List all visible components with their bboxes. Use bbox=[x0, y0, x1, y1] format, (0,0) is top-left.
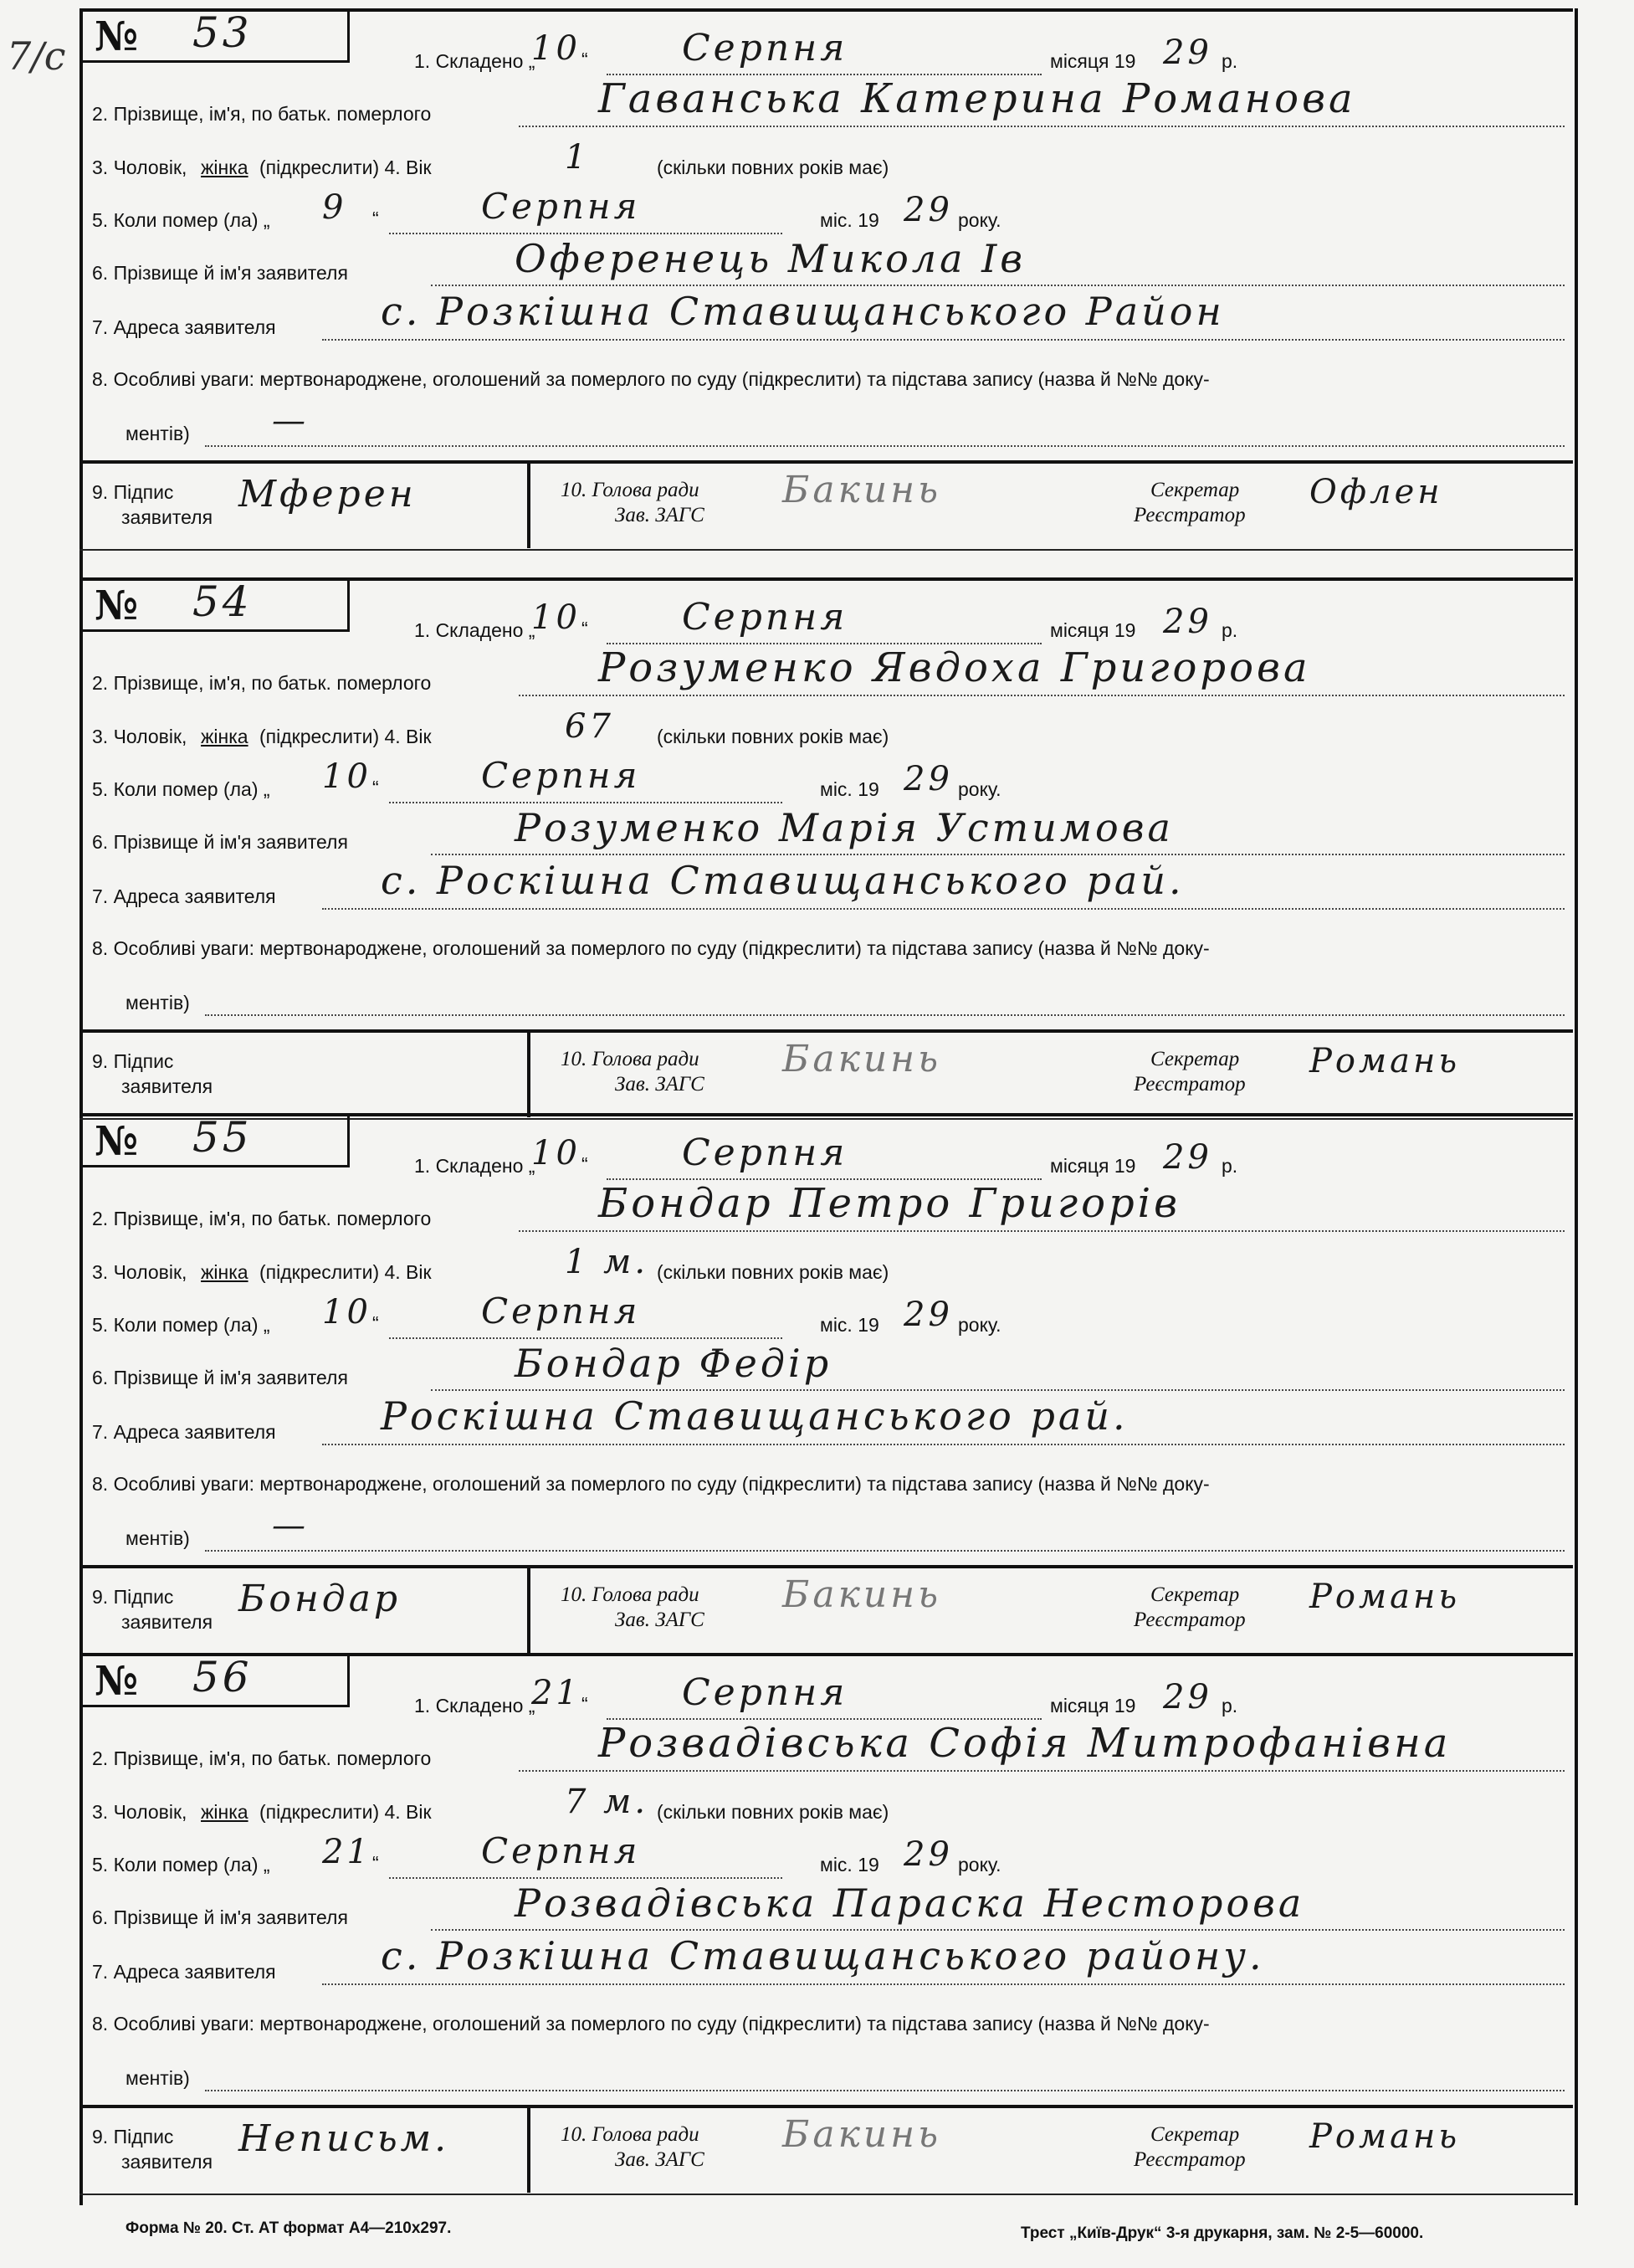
secretary-label-b: Реєстратор bbox=[1134, 2148, 1246, 2171]
sex-age-label-a: 3. Чоловік, bbox=[92, 1261, 187, 1283]
right-border bbox=[1575, 8, 1578, 2205]
deceased-label: 2. Прізвище, ім'я, по батьк. померлого bbox=[92, 672, 432, 694]
head-signature: Бакинь bbox=[782, 1573, 942, 1616]
year-suffix: р. bbox=[1222, 50, 1238, 72]
age-value: 1 bbox=[565, 138, 590, 177]
date-compiled-day: 10 bbox=[531, 1134, 581, 1172]
death-date-label: 5. Коли помер (ла) „ bbox=[92, 1854, 270, 1875]
address-value: с. Роскішна Ставищанського рай. bbox=[381, 858, 1185, 903]
month-year-label: місяця 19 bbox=[1050, 1695, 1136, 1716]
address-label: 7. Адреса заявителя bbox=[92, 1421, 276, 1443]
address-line bbox=[322, 339, 1565, 341]
head-label-b: Зав. ЗАГС bbox=[615, 1609, 704, 1631]
death-roku: року. bbox=[958, 209, 1001, 231]
death-roku: року. bbox=[958, 1854, 1001, 1875]
death-month: Серпня bbox=[481, 1291, 641, 1332]
address-label: 7. Адреса заявителя bbox=[92, 316, 276, 338]
notes-label-cont: ментів) bbox=[125, 423, 190, 444]
death-record bbox=[79, 577, 1573, 1121]
applicant-name: Розуменко Марія Устимова bbox=[515, 805, 1174, 850]
deceased-name: Бондар Петро Григорів bbox=[598, 1180, 1181, 1227]
secretary-label-a: Секретар bbox=[1150, 2123, 1240, 2146]
date-compiled-year: 29 bbox=[1163, 33, 1212, 72]
sig-divider bbox=[527, 2105, 530, 2193]
death-month-line bbox=[389, 1877, 782, 1879]
deceased-label: 2. Прізвище, ім'я, по батьк. померлого bbox=[92, 1747, 432, 1769]
applicant-signature: Мферен bbox=[238, 473, 417, 516]
notes-line bbox=[205, 1014, 1565, 1016]
date-compiled-year: 29 bbox=[1163, 603, 1212, 641]
sig-divider bbox=[527, 1029, 530, 1117]
deceased-name: Гаванська Катерина Романова bbox=[598, 75, 1356, 122]
secretary-signature: Офлен bbox=[1309, 473, 1443, 511]
applicant-line bbox=[431, 854, 1565, 855]
number-sign: № bbox=[95, 1658, 139, 1705]
sig-applicant-label-a: 9. Підпис bbox=[92, 2126, 174, 2147]
number-sign: № bbox=[95, 582, 139, 629]
notes-value: — bbox=[272, 402, 309, 440]
death-year: 29 bbox=[904, 1296, 953, 1334]
death-record bbox=[79, 1653, 1573, 2197]
death-record bbox=[79, 8, 1573, 552]
death-date-quote: “ bbox=[372, 208, 379, 229]
form-footer-left: Форма № 20. Ст. АТ формат А4—210х297. bbox=[125, 2219, 452, 2237]
head-label-a: 10. Голова ради bbox=[561, 1583, 699, 1606]
deceased-line bbox=[519, 1230, 1565, 1232]
notes-label: 8. Особливі уваги: мертвонароджене, оголошений за померлого по суду (підкреслити) та підстава запису (назва й №№ доку- bbox=[92, 2013, 1210, 2035]
sex-age-label-b: жінка bbox=[201, 1261, 248, 1283]
death-mis-label: міс. 19 bbox=[820, 1314, 879, 1336]
number-sign: № bbox=[95, 1118, 139, 1165]
date-compiled-month: Серпня bbox=[682, 1131, 848, 1174]
date-compiled-month: Серпня bbox=[682, 1671, 848, 1714]
death-roku: року. bbox=[958, 1314, 1001, 1336]
date-compiled-label: 1. Складено „ bbox=[414, 1695, 535, 1716]
signature-top-rule bbox=[79, 1565, 1573, 1568]
applicant-name: Розвадівська Параска Несторова bbox=[515, 1881, 1305, 1926]
record-number: 56 bbox=[192, 1653, 253, 1701]
record-bottom-rule bbox=[79, 2194, 1573, 2195]
notes-line bbox=[205, 2090, 1565, 2091]
sig-divider bbox=[527, 1565, 530, 1653]
date-compiled-month: Серпня bbox=[682, 596, 848, 639]
deceased-line bbox=[519, 1770, 1565, 1772]
death-month: Серпня bbox=[481, 1830, 641, 1871]
year-suffix: р. bbox=[1222, 1155, 1238, 1177]
date-compiled-year: 29 bbox=[1163, 1138, 1212, 1177]
age-value: 7 м. bbox=[565, 1783, 649, 1821]
death-year: 29 bbox=[904, 1835, 953, 1874]
notes-label: 8. Особливі уваги: мертвонароджене, оголошений за померлого по суду (підкреслити) та підстава запису (назва й №№ доку- bbox=[92, 368, 1210, 390]
sex-age-label-a: 3. Чоловік, bbox=[92, 726, 187, 747]
sig-applicant-label-b: заявителя bbox=[121, 2151, 213, 2173]
address-label: 7. Адреса заявителя bbox=[92, 885, 276, 907]
death-date-label: 5. Коли помер (ла) „ bbox=[92, 778, 270, 800]
month-year-label: місяця 19 bbox=[1050, 50, 1136, 72]
applicant-line bbox=[431, 1929, 1565, 1931]
year-suffix: р. bbox=[1222, 1695, 1238, 1716]
sex-age-label-b: жінка bbox=[201, 157, 248, 178]
head-label-b: Зав. ЗАГС bbox=[615, 2148, 704, 2171]
death-month-line bbox=[389, 802, 782, 803]
notes-line bbox=[205, 445, 1565, 447]
date-compiled-quote: “ bbox=[581, 1153, 588, 1175]
death-date-label: 5. Коли помер (ла) „ bbox=[92, 1314, 270, 1336]
head-label-b: Зав. ЗАГС bbox=[615, 504, 704, 526]
date-compiled-year: 29 bbox=[1163, 1678, 1212, 1716]
deceased-line bbox=[519, 126, 1565, 127]
applicant-signature: Бондар bbox=[238, 1578, 402, 1620]
notes-label-cont: ментів) bbox=[125, 1527, 190, 1549]
notes-value: — bbox=[272, 1506, 309, 1545]
sig-applicant-label-b: заявителя bbox=[121, 1611, 213, 1633]
age-note: (скільки повних років має) bbox=[657, 1801, 889, 1823]
date-compiled-quote: “ bbox=[581, 1693, 588, 1715]
death-mis-label: міс. 19 bbox=[820, 1854, 879, 1875]
death-date-quote: “ bbox=[372, 1312, 379, 1334]
applicant-name: Бондар Федір bbox=[515, 1341, 832, 1386]
address-value: с. Розкішна Ставищанського Район bbox=[381, 289, 1225, 334]
year-suffix: р. bbox=[1222, 619, 1238, 641]
death-day: 9 bbox=[322, 188, 347, 227]
deceased-line bbox=[519, 695, 1565, 696]
record-number: 54 bbox=[192, 577, 253, 626]
notes-label-cont: ментів) bbox=[125, 2067, 190, 2089]
head-label-b: Зав. ЗАГС bbox=[615, 1073, 704, 1096]
secretary-label-a: Секретар bbox=[1150, 1583, 1240, 1606]
sig-applicant-label-a: 9. Підпис bbox=[92, 481, 174, 503]
sex-age-label-c: (підкреслити) 4. Вік bbox=[259, 157, 432, 178]
age-note: (скільки повних років має) bbox=[657, 1261, 889, 1283]
head-label-a: 10. Голова ради bbox=[561, 2123, 699, 2146]
month-year-label: місяця 19 bbox=[1050, 619, 1136, 641]
applicant-signature: Неписьм. bbox=[238, 2117, 450, 2160]
deceased-name: Розуменко Явдоха Григорова bbox=[598, 644, 1311, 691]
death-date-quote: “ bbox=[372, 777, 379, 798]
record-number: 53 bbox=[192, 8, 253, 57]
notes-line bbox=[205, 1550, 1565, 1552]
record-bottom-rule bbox=[79, 549, 1573, 551]
secretary-label-b: Реєстратор bbox=[1134, 1073, 1246, 1096]
address-value: Роскішна Ставищанського рай. bbox=[381, 1393, 1129, 1439]
address-label: 7. Адреса заявителя bbox=[92, 1961, 276, 1983]
sex-age-label-c: (підкреслити) 4. Вік bbox=[259, 1261, 432, 1283]
number-sign: № bbox=[95, 13, 139, 60]
date-compiled-quote: “ bbox=[581, 49, 588, 70]
sex-age-label-a: 3. Чоловік, bbox=[92, 157, 187, 178]
death-day: 21 bbox=[322, 1833, 371, 1871]
address-line bbox=[322, 908, 1565, 910]
death-year: 29 bbox=[904, 760, 953, 798]
notes-label-cont: ментів) bbox=[125, 992, 190, 1013]
secretary-signature: Романь bbox=[1309, 2117, 1461, 2156]
death-roku: року. bbox=[958, 778, 1001, 800]
sex-age-label-b: жінка bbox=[201, 1801, 248, 1823]
address-line bbox=[322, 1444, 1565, 1445]
signature-top-rule bbox=[79, 460, 1573, 464]
secretary-signature: Романь bbox=[1309, 1042, 1461, 1080]
address-line bbox=[322, 1983, 1565, 1985]
notes-label: 8. Особливі уваги: мертвонароджене, оголошений за померлого по суду (підкреслити) та підстава запису (назва й №№ доку- bbox=[92, 937, 1210, 959]
sig-applicant-label-a: 9. Підпис bbox=[92, 1586, 174, 1608]
death-month: Серпня bbox=[481, 755, 641, 796]
secretary-signature: Романь bbox=[1309, 1578, 1461, 1616]
death-date-label: 5. Коли помер (ла) „ bbox=[92, 209, 270, 231]
applicant-label: 6. Прізвище й ім'я заявителя bbox=[92, 1367, 348, 1388]
head-signature: Бакинь bbox=[782, 1038, 942, 1080]
sex-age-label-c: (підкреслити) 4. Вік bbox=[259, 726, 432, 747]
signature-top-rule bbox=[79, 2105, 1573, 2108]
signature-top-rule bbox=[79, 1029, 1573, 1033]
date-compiled-day: 10 bbox=[531, 598, 581, 637]
sig-applicant-label-b: заявителя bbox=[121, 506, 213, 528]
notes-label: 8. Особливі уваги: мертвонароджене, оголошений за померлого по суду (підкреслити) та підстава запису (назва й №№ доку- bbox=[92, 1473, 1210, 1495]
margin-note: 7/с bbox=[7, 33, 66, 79]
deceased-label: 2. Прізвище, ім'я, по батьк. померлого bbox=[92, 1208, 432, 1229]
head-signature: Бакинь bbox=[782, 469, 942, 511]
address-value: с. Розкішна Ставищанського району. bbox=[381, 1933, 1265, 1978]
death-date-quote: “ bbox=[372, 1852, 379, 1874]
head-label-a: 10. Голова ради bbox=[561, 479, 699, 501]
applicant-label: 6. Прізвище й ім'я заявителя bbox=[92, 1906, 348, 1928]
sig-applicant-label-b: заявителя bbox=[121, 1075, 213, 1097]
date-compiled-day: 21 bbox=[531, 1674, 581, 1712]
secretary-label-b: Реєстратор bbox=[1134, 1609, 1246, 1631]
death-mis-label: міс. 19 bbox=[820, 778, 879, 800]
death-month-line bbox=[389, 233, 782, 234]
sex-age-label-b: жінка bbox=[201, 726, 248, 747]
secretary-label-a: Секретар bbox=[1150, 479, 1240, 501]
sex-age-label-c: (підкреслити) 4. Вік bbox=[259, 1801, 432, 1823]
date-compiled-day: 10 bbox=[531, 29, 581, 68]
age-note: (скільки повних років має) bbox=[657, 157, 889, 178]
applicant-label: 6. Прізвище й ім'я заявителя bbox=[92, 831, 348, 853]
date-compiled-label: 1. Складено „ bbox=[414, 1155, 535, 1177]
form-footer-right: Трест „Київ-Друк“ 3-я друкарня, зам. № 2-5—60000. bbox=[1021, 2224, 1424, 2242]
death-month: Серпня bbox=[481, 186, 641, 227]
applicant-line bbox=[431, 1389, 1565, 1391]
month-year-label: місяця 19 bbox=[1050, 1155, 1136, 1177]
date-compiled-label: 1. Складено „ bbox=[414, 50, 535, 72]
death-record bbox=[79, 1113, 1573, 1657]
applicant-label: 6. Прізвище й ім'я заявителя bbox=[92, 262, 348, 284]
age-value: 1 м. bbox=[565, 1243, 649, 1281]
death-mis-label: міс. 19 bbox=[820, 209, 879, 231]
death-month-line bbox=[389, 1337, 782, 1339]
secretary-label-a: Секретар bbox=[1150, 1048, 1240, 1070]
head-signature: Бакинь bbox=[782, 2113, 942, 2156]
sig-divider bbox=[527, 460, 530, 548]
deceased-label: 2. Прізвище, ім'я, по батьк. померлого bbox=[92, 103, 432, 125]
sex-age-label-a: 3. Чоловік, bbox=[92, 1801, 187, 1823]
death-day: 10 bbox=[322, 1293, 371, 1332]
deceased-name: Розвадівська Софія Митрофанівна bbox=[598, 1720, 1452, 1767]
head-label-a: 10. Голова ради bbox=[561, 1048, 699, 1070]
applicant-name: Оференець Микола Ів bbox=[515, 236, 1027, 281]
date-compiled-month: Серпня bbox=[682, 27, 848, 69]
date-compiled-label: 1. Складено „ bbox=[414, 619, 535, 641]
age-note: (скільки повних років має) bbox=[657, 726, 889, 747]
date-compiled-quote: “ bbox=[581, 618, 588, 639]
record-number: 55 bbox=[192, 1113, 253, 1162]
age-value: 67 bbox=[565, 707, 614, 746]
death-day: 10 bbox=[322, 757, 371, 796]
secretary-label-b: Реєстратор bbox=[1134, 504, 1246, 526]
death-year: 29 bbox=[904, 191, 953, 229]
applicant-line bbox=[431, 285, 1565, 286]
sig-applicant-label-a: 9. Підпис bbox=[92, 1050, 174, 1072]
